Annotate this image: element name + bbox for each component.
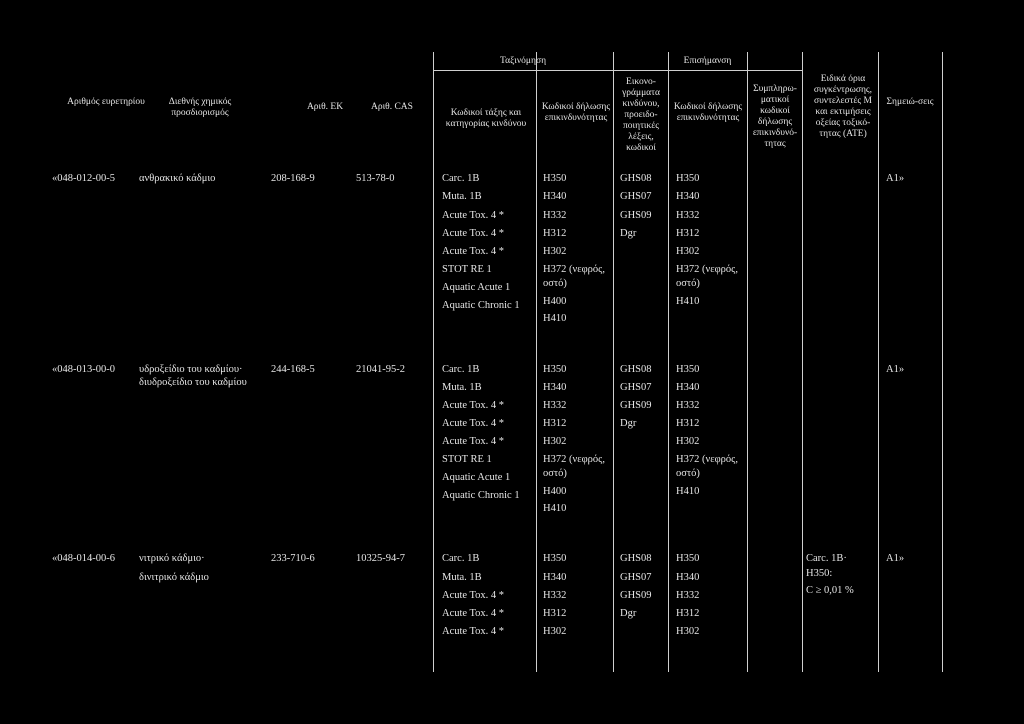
label-hazard-statement: H350 bbox=[676, 364, 700, 375]
chemical-name: δινιτρικό κάδμιο bbox=[139, 572, 209, 583]
chemical-name: υδροξείδιο του καδμίου· bbox=[139, 364, 243, 375]
label-hazard-statement: H312 bbox=[676, 608, 700, 619]
hazard-statement: H332 bbox=[543, 210, 567, 221]
label-hazard-statement: H312 bbox=[676, 228, 700, 239]
hazard-class: Acute Tox. 4 * bbox=[442, 608, 505, 619]
divider bbox=[613, 52, 614, 672]
label-hazard-statement: οστό) bbox=[676, 468, 700, 479]
hazard-class: STOT RE 1 bbox=[442, 264, 492, 275]
chemical-name: ανθρακικό κάδμιο bbox=[139, 173, 216, 184]
hazard-class: STOT RE 1 bbox=[442, 454, 492, 465]
hazard-class: Muta. 1B bbox=[442, 382, 482, 393]
hazard-class: Aquatic Acute 1 bbox=[442, 472, 511, 483]
ec-number: 244-168-5 bbox=[271, 364, 315, 375]
label-hazard-statement: H340 bbox=[676, 572, 700, 583]
hazard-class: Acute Tox. 4 * bbox=[442, 590, 505, 601]
hazard-class: Aquatic Chronic 1 bbox=[442, 490, 520, 501]
hazard-statement: οστό) bbox=[543, 468, 567, 479]
pictogram-code: GHS08 bbox=[620, 364, 652, 375]
pictogram-code: GHS07 bbox=[620, 191, 652, 202]
header-supplementary: Συμπληρω-ματικοί κωδικοί δήλωσης επικινδυνό-τητας bbox=[752, 84, 798, 149]
pictogram-code: GHS09 bbox=[620, 400, 652, 411]
divider bbox=[878, 52, 879, 672]
hazard-statement: H332 bbox=[543, 400, 567, 411]
index-number: «048-012-00-5 bbox=[52, 173, 115, 184]
hazard-class: Acute Tox. 4 * bbox=[442, 400, 505, 411]
hazard-statement: H340 bbox=[543, 191, 567, 202]
pictogram-code: GHS09 bbox=[620, 590, 652, 601]
pictogram-code: GHS08 bbox=[620, 173, 652, 184]
divider bbox=[433, 70, 802, 71]
pictogram-code: GHS07 bbox=[620, 572, 652, 583]
label-hazard-statement: H340 bbox=[676, 382, 700, 393]
label-hazard-statement: H350 bbox=[676, 553, 700, 564]
signal-word: Dgr bbox=[620, 608, 637, 619]
hazard-class: Acute Tox. 4 * bbox=[442, 228, 505, 239]
cas-number: 21041-95-2 bbox=[356, 364, 405, 375]
header-hazard-statement: Κωδικοί δήλωσης επικινδυνότητας bbox=[541, 102, 611, 123]
concentration-limit: H350: bbox=[806, 568, 833, 579]
hazard-statement: H312 bbox=[543, 608, 567, 619]
note: A1» bbox=[886, 173, 905, 184]
index-number: «048-014-00-6 bbox=[52, 553, 115, 564]
ec-number: 208-168-9 bbox=[271, 173, 315, 184]
pictogram-code: GHS09 bbox=[620, 210, 652, 221]
hazard-statement: H400 bbox=[543, 486, 567, 497]
concentration-limit: Carc. 1B· bbox=[806, 553, 847, 564]
hazard-class: Acute Tox. 4 * bbox=[442, 436, 505, 447]
header-cas: Αριθ. CAS bbox=[371, 102, 413, 112]
signal-word: Dgr bbox=[620, 418, 637, 429]
hazard-statement: H372 (νεφρός, bbox=[543, 264, 605, 275]
chemical-name: νιτρικό κάδμιο· bbox=[139, 553, 205, 564]
header-group-labelling: Επισήμανση bbox=[683, 56, 732, 66]
label-hazard-statement: H410 bbox=[676, 296, 700, 307]
cas-number: 10325-94-7 bbox=[356, 553, 405, 564]
index-number: «048-013-00-0 bbox=[52, 364, 115, 375]
divider bbox=[802, 52, 803, 672]
note: A1» bbox=[886, 364, 905, 375]
hazard-class: Acute Tox. 4 * bbox=[442, 246, 505, 257]
header-group-classification: Ταξινόμηση bbox=[499, 56, 547, 66]
divider bbox=[433, 52, 434, 672]
label-hazard-statement: οστό) bbox=[676, 278, 700, 289]
hazard-statement: H312 bbox=[543, 418, 567, 429]
hazard-statement: H302 bbox=[543, 436, 567, 447]
hazard-statement: H302 bbox=[543, 246, 567, 257]
divider bbox=[942, 52, 943, 672]
hazard-class: Acute Tox. 4 * bbox=[442, 418, 505, 429]
hazard-statement: H332 bbox=[543, 590, 567, 601]
header-index: Αριθμός ευρετηρίου bbox=[67, 97, 145, 107]
hazard-statement: H350 bbox=[543, 364, 567, 375]
header-label-hazard-statement: Κωδικοί δήλωσης επικινδυνότητας bbox=[673, 102, 743, 123]
hazard-class: Acute Tox. 4 * bbox=[442, 626, 505, 637]
chemical-name: διυδροξείδιο του καδμίου bbox=[139, 377, 247, 388]
hazard-class: Carc. 1B bbox=[442, 173, 480, 184]
header-chemical-name: Διεθνής χημικός προσδιορισμός bbox=[168, 97, 232, 118]
hazard-class: Carc. 1B bbox=[442, 364, 480, 375]
hazard-class: Carc. 1B bbox=[442, 553, 480, 564]
label-hazard-statement: H332 bbox=[676, 210, 700, 221]
hazard-statement: H410 bbox=[543, 503, 567, 514]
label-hazard-statement: H332 bbox=[676, 590, 700, 601]
hazard-statement: H340 bbox=[543, 382, 567, 393]
hazard-statement: H302 bbox=[543, 626, 567, 637]
hazard-class: Acute Tox. 4 * bbox=[442, 210, 505, 221]
label-hazard-statement: H312 bbox=[676, 418, 700, 429]
note: A1» bbox=[886, 553, 905, 564]
pictogram-code: GHS08 bbox=[620, 553, 652, 564]
header-hazard-class: Κωδικοί τάξης και κατηγορίας κινδύνου bbox=[445, 108, 527, 129]
label-hazard-statement: H372 (νεφρός, bbox=[676, 264, 738, 275]
hazard-statement: H350 bbox=[543, 553, 567, 564]
ec-number: 233-710-6 bbox=[271, 553, 315, 564]
hazard-class: Muta. 1B bbox=[442, 191, 482, 202]
hazard-statement: H350 bbox=[543, 173, 567, 184]
concentration-limit: C ≥ 0,01 % bbox=[806, 585, 854, 596]
hazard-class: Aquatic Acute 1 bbox=[442, 282, 511, 293]
label-hazard-statement: H302 bbox=[676, 626, 700, 637]
hazard-statement: H410 bbox=[543, 313, 567, 324]
hazard-statement: οστό) bbox=[543, 278, 567, 289]
hazard-statement: H312 bbox=[543, 228, 567, 239]
label-hazard-statement: H410 bbox=[676, 486, 700, 497]
divider bbox=[668, 52, 669, 672]
hazard-class: Muta. 1B bbox=[442, 572, 482, 583]
cas-number: 513-78-0 bbox=[356, 173, 395, 184]
label-hazard-statement: H372 (νεφρός, bbox=[676, 454, 738, 465]
label-hazard-statement: H302 bbox=[676, 436, 700, 447]
pictogram-code: GHS07 bbox=[620, 382, 652, 393]
hazard-statement: H340 bbox=[543, 572, 567, 583]
hazard-class: Aquatic Chronic 1 bbox=[442, 300, 520, 311]
header-ec: Αριθ. ΕΚ bbox=[306, 102, 344, 112]
label-hazard-statement: H332 bbox=[676, 400, 700, 411]
header-pictograms: Εικονο-γράμματα κινδύνου, προειδο-ποιητικές λέξεις, κωδικοί bbox=[622, 77, 660, 153]
hazard-statement: H372 (νεφρός, bbox=[543, 454, 605, 465]
header-concentration-limits: Ειδικά όρια συγκέντρωσης, συντελεστές Μ και εκτιμήσεις οξείας τοξικό-τητας (ΑΤΕ) bbox=[813, 74, 873, 139]
label-hazard-statement: H302 bbox=[676, 246, 700, 257]
header-notes: Σημειώ-σεις bbox=[886, 97, 934, 107]
divider bbox=[536, 52, 537, 672]
label-hazard-statement: H350 bbox=[676, 173, 700, 184]
hazard-statement: H400 bbox=[543, 296, 567, 307]
signal-word: Dgr bbox=[620, 228, 637, 239]
label-hazard-statement: H340 bbox=[676, 191, 700, 202]
